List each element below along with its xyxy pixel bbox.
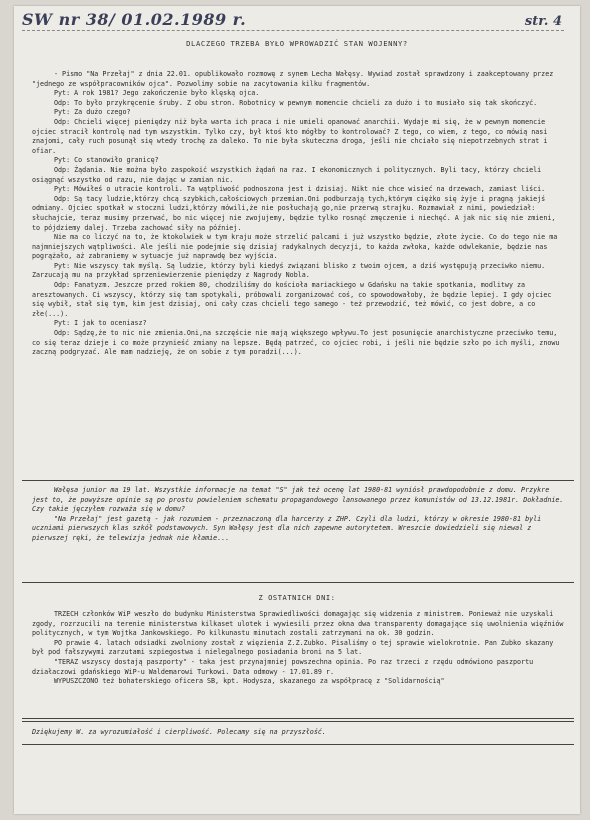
footer-note: Dziękujemy W. za wyrozumiałość i cierpliwość. Polecamy się na przyszłość. — [32, 728, 326, 736]
article-paragraph: Odp: Chcieli więcej pieniędzy niż była warta ich praca i nie umieli opanować anarchii. Wydaje mi się, że w pewnym momencie ojciec stracił kontrolę nad tym wszystkim. Tylko czy, był ktoś kto mógłby to kontrolować? Z tego, co wiem, z tego, co mówią nasi znajomi, cały ruch posunął się wtedy trochę za daleko. To nie była skuteczna droga, jeśli nie chciało się niepotrzebnych strat i ofiar. — [32, 117, 548, 155]
news-section-title: Z OSTATNICH DNI: — [258, 594, 336, 602]
news-paragraph: PO prawie 4. latach odsiadki zwolniony został z więzienia Z.Z.Zubko. Pisaliśmy o tej sprawie wielokrotnie. Pan Zubko skazany był pod fałszywymi zarzutami szpiegostwa i nielegalnego posiadania broni na 5 lat. — [32, 638, 554, 657]
header-divider — [22, 30, 564, 31]
article-body — [32, 70, 566, 358]
article-title: DLACZEGO TRZEBA BYŁO WPROWADZIĆ STAN WOJENNY? — [186, 39, 408, 48]
news-paragraph: TRZECH członków WiP weszło do budynku Ministerstwa Sprawiedliwości domagając się widzenia z ministrem. Ponieważ nie uzyskali zgody, rozrzucili na terenie ministerstwa kilkaset ulotek i wywiesili przez okna dwa transparenty domagające się uwolnienia więźniów politycznych, w tym Wojtka Jankowskiego. Po kilkunastu minutach zostali zatrzymani na ok. 30 godzin. — [32, 610, 564, 638]
section-divider — [22, 718, 574, 719]
article-paragraph: Odp: To było przykręcenie śruby. Z obu stron. Robotnicy w pewnym momencie chcieli za dużo i to musiało się tak skończyć. — [54, 98, 538, 107]
article-paragraph: Nie ma co liczyć na to, że ktokolwiek w tym kraju może strzelić palcami i już wszystko będzie, złote życie. Co do tego nie ma najmniejszych wątpliwości. Ale jeśli nie podejmie się dzisiaj radykalnych decyzji, to każda zwłoka, każde odwlekanie, będzie nas pogrążało, aż zabraniemy w sytuacje już naprawdę bez wyjścia. — [32, 233, 558, 261]
article-paragraph: Pyt: Co stanowiło granicę? — [54, 156, 159, 165]
article-paragraph: Odp: Są tacy ludzie,którzy chcą szybkich,całościowych przemian.Oni podburzają tych,którym ciężko się żyje i pragną jakiejś odmiany. Ojciec spotkał w stoczni ludzi,którzy mówili,że nie posłuchają go,nie przerwą strajku. Rozmawiał z nimi, powiedział: słuchajcie, teraz musimy przerwać, bo nic więcej nie zwojujemy, będzie tylko rosnąć zmęczenie i niechęć. A jak nic się nie zmieni, to pójdziemy dalej. Trzeba zachować siły na później. — [32, 194, 556, 232]
section-divider — [22, 480, 574, 481]
article-paragraph: Pyt: Nie wszyscy tak myślą. Są ludzie, którzy byli kiedyś związani blisko z twoim ojcem, a dziś występują przeciwko niemu. Zarzucają mu na przykład sprzeniewierzenie pieniędzy z Nagrody Nobla. — [32, 261, 546, 280]
article-paragraph: Pyt: Za dużo czego? — [54, 108, 131, 117]
article-paragraph: Pyt: I jak to oceniasz? — [54, 319, 147, 328]
document-page — [14, 6, 580, 814]
handwritten-issue-number: SW nr 38/ 01.02.1989 r. — [22, 10, 247, 29]
news-paragraph: "TERAZ wszyscy dostają paszporty" - taka jest przynajmniej powszechna opinia. Po raz trzeci z rzędu odmówiono paszportu działaczowi gdańskiego WiP-u Waldemarowi Turkowi. Data odmowy - 17.01.89 r. — [32, 657, 534, 676]
article-paragraph: Odp: Żądania. Nie można było zaspokoić wszystkich żądań na raz. I ekonomicznych i politycznych. Byli tacy, którzy chcieli osiągnąć wszystko od razu, nie dając w zamian nic. — [32, 165, 542, 184]
commentary-paragraph: "Na Przełaj" jest gazetą - jak rozumiem - przeznaczoną dla harcerzy z ZHP. Czyli dla ludzi, którzy w okresie 1980-81 byli uczniami pierwszych klas szkół podstawowych. Syn Wałęsy jest dla nich zapewne autorytetem. Wreszcie dowiedzieli się niewal z pierwszej ręki, że telewizja jednak nie kłamie... — [32, 514, 542, 542]
footer-divider — [22, 744, 574, 745]
section-divider — [22, 582, 574, 583]
article-paragraph: Odp: Sądzę,że to nic nie zmienia.Oni,na szczęście nie mają większego wpływu.To jest posunięcie anarchistyczne przeciwko temu, co się teraz dzieje i co może przynieść zmiany na lepsze. Będą patrzeć, co ojciec robi, i jeśli nie będzie szło po ich myśli, znowu zaczną podgryzać. Ale mam nadzieję, że on sobie z tym poradzi(...). — [32, 329, 560, 357]
news-paragraph: WYPUSZCZONO też bohaterskiego oficera SB, kpt. Hodysza, skazanego za współpracę z "Solidarnością" — [54, 677, 445, 686]
editorial-commentary — [32, 486, 566, 544]
commentary-paragraph: Wałęsa junior ma 19 lat. Wszystkie informacje na temat "S" jak też ocenę lat 1980-81 wyniósł prawdopodobnie z domu. Przykre jest to, że powyższe opinie są po prostu powieleniem schematu propagandowego lansowanego przez komunistów od 13.12.1981r. Dokładnie. Czy takie jęczyłem rozważa się w domu? — [32, 486, 564, 514]
article-paragraph: Odp: Fanatyzm. Jeszcze przed rokiem 80, chodziliśmy do kościoła mariackiego w Gdańsku na takie spotkania, modlitwy za aresztowanych. Ci wszyscy, którzy się tam spotykali, próbowali zorganizować coś, co spowodowałoby, że będzie lepiej. I gdy ojciec się wybił, stał się tym, kim jest dzisiaj, oni cały czas chcieli tego samego - też przewodzić, też mówić, co jest dobre, a co złe(...). — [32, 281, 552, 318]
article-paragraph: Pyt: Mówiłeś o utracie kontroli. Ta wątpliwość podnoszona jest i dzisiaj. Nikt nie chce wisieć na drzewach, zamiast liści. — [54, 185, 546, 194]
news-body — [32, 610, 566, 687]
article-paragraph: Pyt: A rok 1981? Jego zakończenie było klęską ojca. — [54, 89, 260, 98]
handwritten-page-number: str. 4 — [524, 14, 562, 29]
article-paragraph: - Pismo "Na Przełaj" z dnia 22.01. opublikowało rozmowę z synem Lecha Wałęsy. Wywiad został sprawdzony i zaakceptowany przez "jednego ze współpracowników ojca". Pozwolimy sobie na zacytowania kilku fragmentów. — [32, 70, 554, 88]
